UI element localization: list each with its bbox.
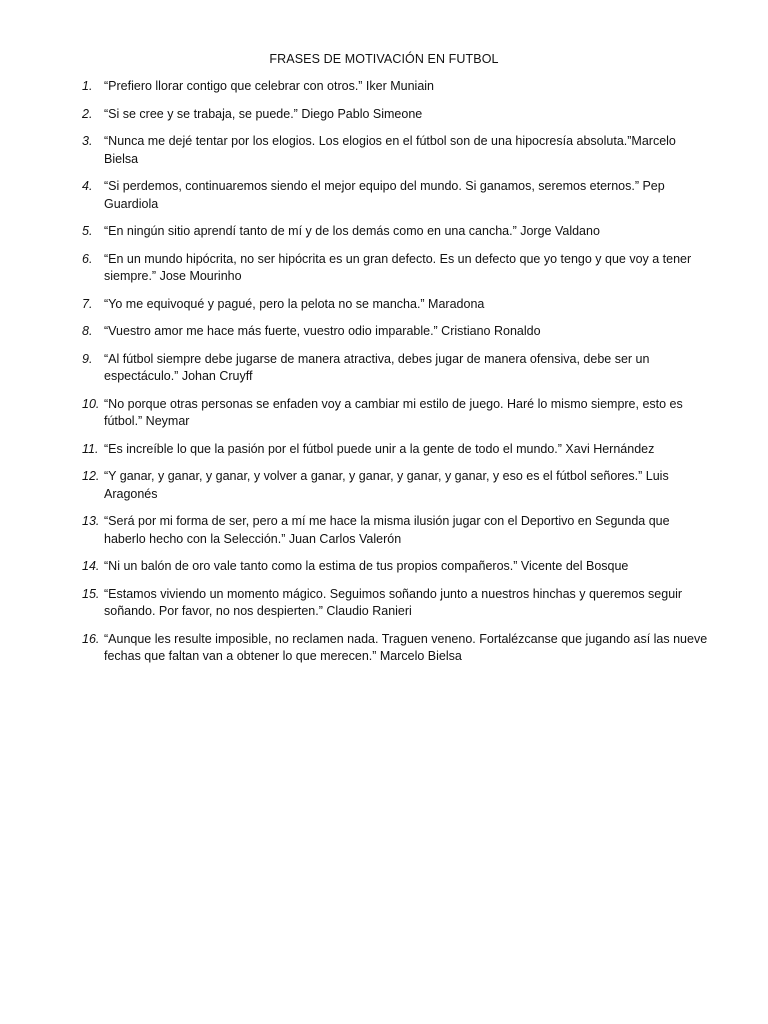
list-item	[0, 106, 768, 124]
item-number: 6.	[82, 251, 93, 266]
item-number: 15.	[82, 586, 100, 601]
item-number: 3.	[82, 134, 93, 148]
quote-text: “Es increíble lo que la pasión por el fútbol puede unir a la gente de todo el mundo.” Xavi Hernández	[104, 441, 655, 456]
document-title: FRASES DE MOTIVACIÓN EN FUTBOL	[269, 52, 499, 66]
item-number: 7.	[82, 296, 93, 311]
list-item	[0, 223, 768, 241]
quote-text: “Estamos viviendo un momento mágico. Seguimos soñando junto a nuestros hinchas y queremos seguir soñando. Por favor, no nos despierten.” Claudio Ranieri	[104, 586, 683, 618]
quote-text: “Aunque les resulte imposible, no reclamen nada. Traguen veneno. Fortalézcanse que jugando así las nueve fechas que faltan van a obtener lo que merecen.” Marcelo Bielsa	[104, 631, 708, 663]
quote-text: “Yo me equivoqué y pagué, pero la pelota no se mancha.” Maradona	[104, 296, 485, 311]
quote-text: “Si se cree y se trabaja, se puede.” Diego Pablo Simeone	[104, 106, 423, 121]
list-item	[0, 468, 768, 503]
quote-text: “Y ganar, y ganar, y ganar, y volver a ganar, y ganar, y ganar, y ganar, y eso es el fútbol señores.” Luis Aragonés	[104, 469, 669, 501]
item-number: 9.	[82, 351, 93, 366]
quote-text: “En un mundo hipócrita, no ser hipócrita es un gran defecto. Es un defecto que yo tengo y que voy a tener siempre.” Jose Mourinho	[104, 251, 692, 283]
item-number: 4.	[82, 179, 93, 193]
list-item	[0, 78, 768, 96]
list-item	[0, 351, 768, 386]
quote-text: “Ni un balón de oro vale tanto como la estima de tus propios compañeros.” Vicente del Bosque	[104, 559, 629, 573]
list-item	[0, 296, 768, 314]
list-item	[0, 441, 768, 459]
list-item	[0, 513, 768, 548]
quote-text: “Si perdemos, continuaremos siendo el mejor equipo del mundo. Si ganamos, seremos eternos.” Pep Guardiola	[104, 179, 665, 211]
list-item	[0, 396, 768, 431]
item-number: 10.	[82, 396, 100, 411]
item-number: 1.	[82, 79, 93, 93]
item-number: 2.	[82, 106, 93, 121]
quote-text: “Vuestro amor me hace más fuerte, vuestro odio imparable.” Cristiano Ronaldo	[104, 324, 541, 338]
quote-text: “En ningún sitio aprendí tanto de mí y de los demás como en una cancha.” Jorge Valdano	[104, 224, 600, 238]
item-number: 13.	[82, 514, 100, 528]
quote-text: “No porque otras personas se enfaden voy a cambiar mi estilo de juego. Haré lo mismo siempre, esto es fútbol.” Neymar	[104, 396, 683, 428]
item-number: 16.	[82, 631, 100, 646]
item-number: 14.	[82, 559, 100, 573]
quote-list	[0, 78, 768, 676]
item-number: 5.	[82, 224, 93, 238]
list-item	[0, 631, 768, 666]
item-number: 8.	[82, 324, 93, 338]
list-item	[0, 251, 768, 286]
quote-text: “Prefiero llorar contigo que celebrar con otros.” Iker Muniain	[104, 79, 435, 93]
quote-text: “Será por mi forma de ser, pero a mí me hace la misma ilusión jugar con el Deportivo en Segunda que haberlo hecho con la Selección.” Juan Carlos Valerón	[104, 514, 670, 546]
list-item	[0, 586, 768, 621]
item-number: 12.	[82, 469, 100, 483]
list-item	[0, 133, 768, 168]
item-number: 11.	[82, 441, 99, 456]
list-item	[0, 558, 768, 576]
quote-text: “Al fútbol siempre debe jugarse de manera atractiva, debes jugar de manera ofensiva, debe ser un espectáculo.” Johan Cruyff	[104, 351, 650, 383]
quote-text: “Nunca me dejé tentar por los elogios. Los elogios en el fútbol son de una hipocresía absoluta.”Marcelo Bielsa	[104, 134, 676, 166]
list-item	[0, 323, 768, 341]
list-item	[0, 178, 768, 213]
